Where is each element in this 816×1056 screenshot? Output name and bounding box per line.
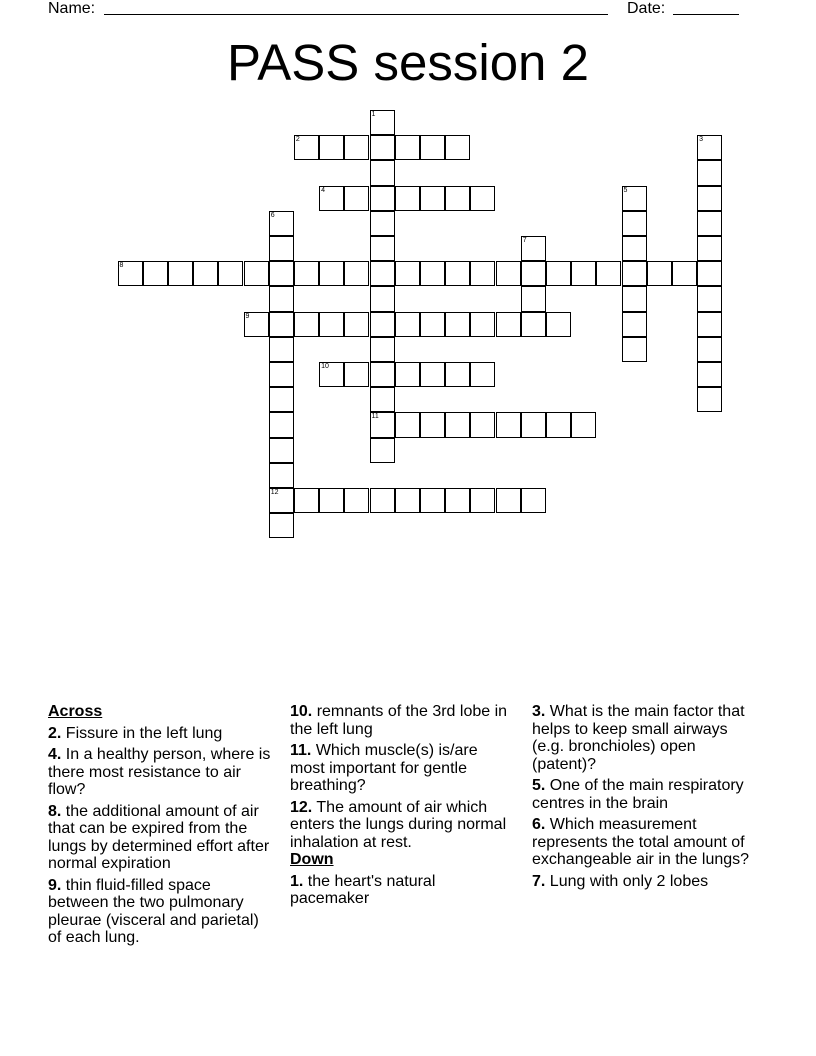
grid-cell[interactable] xyxy=(445,488,470,513)
cell-number: 2 xyxy=(295,136,300,144)
cell-number: 3 xyxy=(699,136,703,144)
cell-number: 10 xyxy=(321,363,329,370)
grid-cell[interactable] xyxy=(370,261,395,286)
grid-cell[interactable] xyxy=(420,261,445,286)
grid-cell[interactable] xyxy=(294,261,319,286)
grid-cell[interactable] xyxy=(395,488,420,513)
grid-cell[interactable] xyxy=(294,488,319,513)
grid-cell[interactable] xyxy=(319,261,344,286)
down-clue-7 xyxy=(532,873,758,891)
grid-cell[interactable] xyxy=(344,362,369,387)
grid-cell[interactable] xyxy=(546,412,571,437)
grid-cell[interactable] xyxy=(269,387,294,412)
clue-text: the additional amount of air that can be expired from the lungs by determined effort after normal expiration xyxy=(48,802,270,872)
across-clue-8 xyxy=(48,803,274,873)
grid-cell[interactable] xyxy=(622,211,647,236)
cell-number: 12 xyxy=(270,489,279,496)
grid-cell[interactable] xyxy=(269,438,294,463)
grid-cell[interactable] xyxy=(344,261,369,286)
grid-cell[interactable] xyxy=(571,412,596,437)
grid-cell[interactable] xyxy=(496,261,521,286)
grid-cell[interactable] xyxy=(395,412,420,437)
clue-number: 2. xyxy=(48,724,62,742)
grid-cell[interactable] xyxy=(697,286,722,311)
grid-cell[interactable] xyxy=(370,135,395,160)
down-heading: Down xyxy=(290,851,334,868)
clue-number: 5. xyxy=(532,777,546,794)
grid-cell[interactable] xyxy=(622,236,647,261)
grid-cell[interactable] xyxy=(697,387,722,412)
clue-text: In a healthy person, where is there most resistance to air flow? xyxy=(48,746,271,798)
grid-cell[interactable] xyxy=(269,211,294,236)
clue-number: 3. xyxy=(532,703,546,720)
grid-cell[interactable] xyxy=(344,488,369,513)
grid-cell[interactable] xyxy=(697,160,722,185)
grid-cell[interactable] xyxy=(218,261,243,286)
grid-cell[interactable] xyxy=(697,135,722,160)
grid-cell[interactable] xyxy=(420,362,445,387)
grid-cell[interactable] xyxy=(319,362,344,387)
grid-cell[interactable] xyxy=(395,312,420,337)
clues-column-2 xyxy=(290,703,516,912)
grid-cell[interactable] xyxy=(319,186,344,211)
grid-cell[interactable] xyxy=(370,160,395,185)
grid-cell[interactable] xyxy=(269,337,294,362)
cell-number: 9 xyxy=(245,312,250,320)
grid-cell[interactable] xyxy=(269,286,294,311)
cell-number: 8 xyxy=(119,262,124,270)
grid-cell[interactable] xyxy=(370,337,395,362)
grid-cell[interactable] xyxy=(647,261,672,286)
grid-cell[interactable] xyxy=(344,186,369,211)
grid-cell[interactable] xyxy=(496,412,521,437)
grid-cell[interactable] xyxy=(269,513,294,538)
across-clue-10 xyxy=(290,703,516,738)
grid-cell[interactable] xyxy=(521,236,546,261)
grid-cell[interactable] xyxy=(269,463,294,488)
grid-cell[interactable] xyxy=(420,135,445,160)
grid-cell[interactable] xyxy=(370,236,395,261)
grid-cell[interactable] xyxy=(445,412,470,437)
grid-cell[interactable] xyxy=(697,236,722,261)
cell-number: 1 xyxy=(371,111,376,118)
clue-text: The amount of air which enters the lungs during normal inhalation at rest. xyxy=(290,798,507,851)
grid-cell[interactable] xyxy=(470,488,495,513)
grid-cell[interactable] xyxy=(420,412,445,437)
grid-cell[interactable] xyxy=(470,312,495,337)
cell-number: 4 xyxy=(321,186,325,194)
grid-cell[interactable] xyxy=(546,261,571,286)
across-clue-9 xyxy=(48,877,274,947)
clue-text: Which measurement represents the total amount of exchangeable air in the lungs? xyxy=(532,816,750,868)
date-label: Date: xyxy=(627,0,666,17)
grid-cell[interactable] xyxy=(294,135,319,160)
grid-cell[interactable] xyxy=(521,312,546,337)
grid-cell[interactable] xyxy=(118,261,143,286)
across-heading: Across xyxy=(48,703,103,720)
grid-cell[interactable] xyxy=(370,412,395,437)
grid-cell[interactable] xyxy=(697,211,722,236)
grid-cell[interactable] xyxy=(319,312,344,337)
cell-number: 11 xyxy=(371,413,379,421)
clue-number: 10. xyxy=(290,703,313,720)
clue-text: Lung with only 2 lobes xyxy=(549,872,709,890)
grid-cell[interactable] xyxy=(370,110,395,135)
grid-cell[interactable] xyxy=(672,261,697,286)
clue-text: What is the main factor that helps to keep small airways (e.g. bronchioles) open (patent)? xyxy=(532,703,745,773)
clue-text: remnants of the 3rd lobe in the left lung xyxy=(290,703,508,738)
grid-cell[interactable] xyxy=(445,135,470,160)
grid-cell[interactable] xyxy=(496,488,521,513)
grid-cell[interactable] xyxy=(596,261,621,286)
grid-cell[interactable] xyxy=(193,261,218,286)
grid-cell[interactable] xyxy=(269,236,294,261)
grid-cell[interactable] xyxy=(445,261,470,286)
grid-cell[interactable] xyxy=(269,261,294,286)
clue-number: 4. xyxy=(48,746,62,763)
grid-cell[interactable] xyxy=(622,286,647,311)
across-clue-12 xyxy=(290,799,516,852)
grid-cell[interactable] xyxy=(319,488,344,513)
grid-cell[interactable] xyxy=(370,286,395,311)
grid-cell[interactable] xyxy=(395,362,420,387)
grid-cell[interactable] xyxy=(622,186,647,211)
grid-cell[interactable] xyxy=(269,312,294,337)
clue-text: thin fluid-filled space between the two pulmonary pleurae (visceral and parietal) of each lung. xyxy=(48,876,259,946)
grid-cell[interactable] xyxy=(571,261,596,286)
grid-cell[interactable] xyxy=(244,312,269,337)
down-clue-1 xyxy=(290,873,516,908)
clue-text: Which muscle(s) is/are most important for gentle breathing? xyxy=(290,742,478,794)
clue-text: One of the main respiratory centres in the brain xyxy=(532,777,744,812)
clue-number: 11. xyxy=(290,742,312,759)
grid-cell[interactable] xyxy=(521,488,546,513)
grid-cell[interactable] xyxy=(319,135,344,160)
clue-text: Fissure in the left lung xyxy=(65,724,223,742)
grid-cell[interactable] xyxy=(344,135,369,160)
grid-cell[interactable] xyxy=(244,261,269,286)
grid-cell[interactable] xyxy=(470,362,495,387)
grid-cell[interactable] xyxy=(420,186,445,211)
clues-column-1 xyxy=(48,703,274,951)
grid-cell[interactable] xyxy=(370,362,395,387)
grid-cell[interactable] xyxy=(344,312,369,337)
grid-cell[interactable] xyxy=(470,412,495,437)
clue-number: 9. xyxy=(48,876,62,894)
grid-cell[interactable] xyxy=(420,312,445,337)
grid-cell[interactable] xyxy=(622,337,647,362)
clue-number: 6. xyxy=(532,816,546,833)
grid-cell[interactable] xyxy=(697,362,722,387)
grid-cell[interactable] xyxy=(521,261,546,286)
page-title: PASS session 2 xyxy=(227,34,589,91)
grid-cell[interactable] xyxy=(420,488,445,513)
grid-cell[interactable] xyxy=(269,362,294,387)
grid-cell[interactable] xyxy=(395,186,420,211)
clue-number: 12. xyxy=(290,798,313,816)
grid-cell[interactable] xyxy=(496,312,521,337)
clue-text: the heart's natural pacemaker xyxy=(290,872,436,907)
grid-cell[interactable] xyxy=(697,312,722,337)
grid-cell[interactable] xyxy=(294,312,319,337)
clues-column-3 xyxy=(532,703,758,894)
grid-cell[interactable] xyxy=(546,312,571,337)
grid-cell[interactable] xyxy=(168,261,193,286)
grid-cell[interactable] xyxy=(697,186,722,211)
down-clue-6 xyxy=(532,816,758,869)
cell-number: 7 xyxy=(522,237,527,244)
across-clue-2 xyxy=(48,725,274,743)
grid-cell[interactable] xyxy=(370,488,395,513)
grid-cell[interactable] xyxy=(622,312,647,337)
grid-cell[interactable] xyxy=(370,387,395,412)
down-clue-3 xyxy=(532,703,758,773)
cell-number: 5 xyxy=(623,186,628,194)
grid-cell[interactable] xyxy=(143,261,168,286)
grid-cell[interactable] xyxy=(697,337,722,362)
clue-number: 1. xyxy=(290,872,304,890)
grid-cell[interactable] xyxy=(370,186,395,211)
grid-cell[interactable] xyxy=(697,261,722,286)
across-clue-4 xyxy=(48,746,274,799)
grid-cell[interactable] xyxy=(370,312,395,337)
cell-number: 6 xyxy=(270,211,275,219)
clue-number: 7. xyxy=(532,872,546,890)
grid-cell[interactable] xyxy=(622,261,647,286)
grid-cell[interactable] xyxy=(470,186,495,211)
across-clue-11 xyxy=(290,742,516,795)
grid-cell[interactable] xyxy=(269,488,294,513)
grid-cell[interactable] xyxy=(370,438,395,463)
grid-cell[interactable] xyxy=(269,412,294,437)
down-clue-5 xyxy=(532,777,758,812)
grid-cell[interactable] xyxy=(395,135,420,160)
name-label: Name: xyxy=(48,0,96,17)
grid-cell[interactable] xyxy=(445,186,470,211)
grid-cell[interactable] xyxy=(395,261,420,286)
grid-cell[interactable] xyxy=(370,211,395,236)
grid-cell[interactable] xyxy=(521,286,546,311)
grid-cell[interactable] xyxy=(470,261,495,286)
grid-cell[interactable] xyxy=(445,312,470,337)
grid-cell[interactable] xyxy=(521,412,546,437)
grid-cell[interactable] xyxy=(445,362,470,387)
clue-number: 8. xyxy=(48,802,62,820)
